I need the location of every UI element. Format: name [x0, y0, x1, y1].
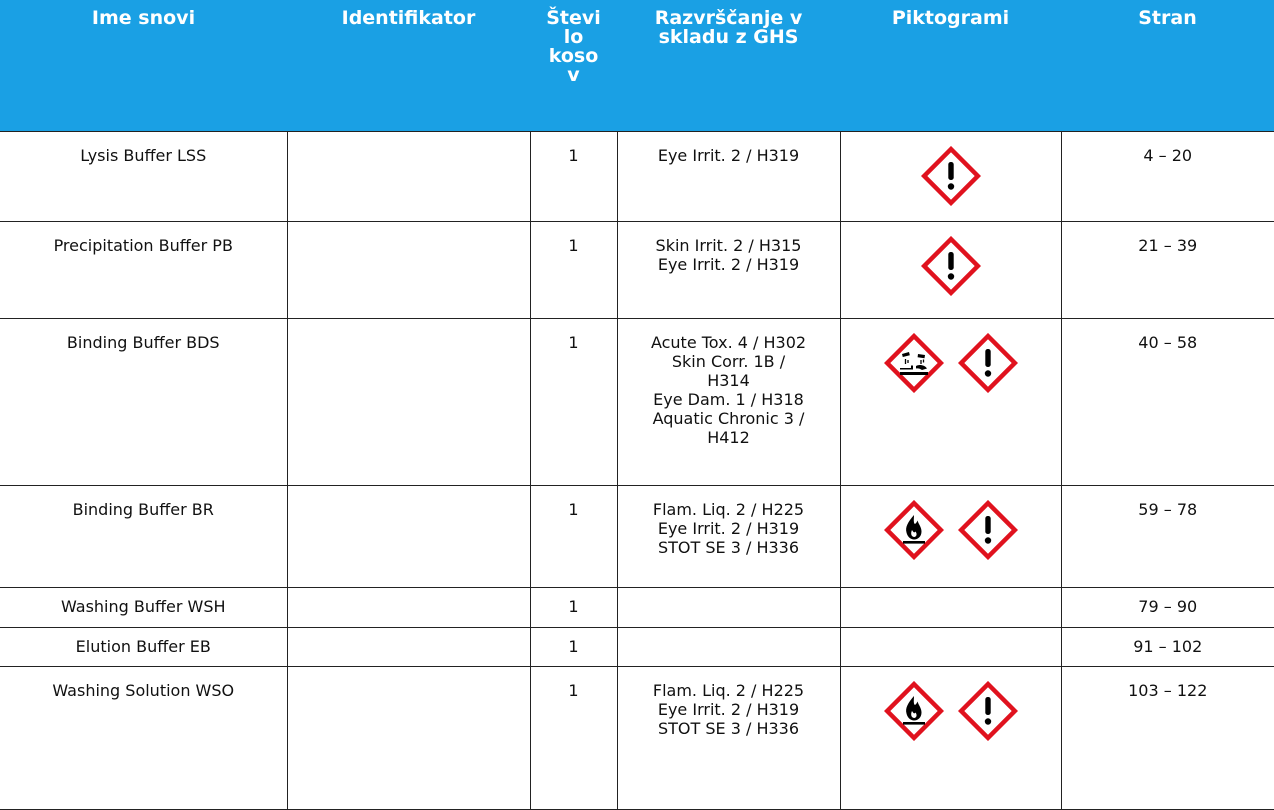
- page-range-cell: 21 – 39: [1061, 221, 1274, 318]
- table-row: [0, 587, 1274, 627]
- substance-name-cell: Lysis Buffer LSS: [0, 131, 287, 221]
- ghs-classification-line: Acute Tox. 4 / H302: [650, 332, 807, 352]
- ghs-classification-line: Skin Corr. 1B /: [671, 351, 786, 371]
- table-header-row: [0, 0, 1274, 131]
- header-page: Stran: [1061, 0, 1274, 131]
- ghs-classification-line: Eye Irrit. 2 / H319: [657, 518, 800, 538]
- identifier-cell: [287, 666, 530, 809]
- flame-icon: [884, 681, 944, 741]
- count-cell: 1: [530, 666, 617, 809]
- ghs-classification-line: Aquatic Chronic 3 /: [652, 408, 805, 428]
- substance-name-cell: Washing Solution WSO: [0, 666, 287, 809]
- table-row: [0, 666, 1274, 809]
- ghs-classification-cell: [617, 587, 840, 627]
- count-cell: 1: [530, 587, 617, 627]
- page-range-cell: 40 – 58: [1061, 318, 1274, 485]
- ghs-classification-cell: [617, 485, 840, 587]
- count-cell: 1: [530, 131, 617, 221]
- ghs-classification-line: H412: [707, 427, 750, 447]
- exclamation-mark-icon: [958, 500, 1018, 560]
- flame-icon: [884, 500, 944, 560]
- ghs-classification-line: STOT SE 3 / H336: [657, 718, 800, 738]
- identifier-cell: [287, 131, 530, 221]
- ghs-classification-cell: [617, 221, 840, 318]
- substance-name-cell: Precipitation Buffer PB: [0, 221, 287, 318]
- page-range-cell: 4 – 20: [1061, 131, 1274, 221]
- table-row: [0, 627, 1274, 666]
- ghs-classification-cell: [617, 666, 840, 809]
- ghs-classification-line: STOT SE 3 / H336: [657, 537, 800, 557]
- exclamation-mark-icon: [958, 681, 1018, 741]
- header-count: Števi lo koso v: [530, 0, 617, 131]
- pictograms-cell: [840, 627, 1061, 666]
- pictograms-cell: [840, 587, 1061, 627]
- table-row: [0, 318, 1274, 485]
- count-cell: 1: [530, 221, 617, 318]
- exclamation-mark-icon: [921, 146, 981, 206]
- count-cell: 1: [530, 485, 617, 587]
- exclamation-mark-icon: [958, 333, 1018, 393]
- page-range-cell: 79 – 90: [1061, 587, 1274, 627]
- pictograms-cell: [840, 318, 1061, 485]
- table-row: [0, 485, 1274, 587]
- exclamation-mark-icon: [921, 236, 981, 296]
- substance-name-cell: Binding Buffer BDS: [0, 318, 287, 485]
- corrosion-icon: [884, 333, 944, 393]
- table-row: [0, 131, 1274, 221]
- table-row: [0, 221, 1274, 318]
- header-pictograms: Piktogrami: [840, 0, 1061, 131]
- identifier-cell: [287, 627, 530, 666]
- ghs-classification-line: Flam. Liq. 2 / H225: [652, 680, 805, 700]
- ghs-classification-line: H314: [707, 370, 750, 390]
- substance-name-cell: Binding Buffer BR: [0, 485, 287, 587]
- page-range-cell: 59 – 78: [1061, 485, 1274, 587]
- ghs-classification-line: Eye Irrit. 2 / H319: [657, 145, 800, 165]
- substance-name-cell: Washing Buffer WSH: [0, 587, 287, 627]
- identifier-cell: [287, 587, 530, 627]
- page-range-cell: 91 – 102: [1061, 627, 1274, 666]
- ghs-classification-line: Flam. Liq. 2 / H225: [652, 499, 805, 519]
- count-cell: 1: [530, 318, 617, 485]
- identifier-cell: [287, 485, 530, 587]
- ghs-classification-cell: [617, 627, 840, 666]
- ghs-classification-line: Eye Irrit. 2 / H319: [657, 699, 800, 719]
- header-identifier: Identifikator: [287, 0, 530, 131]
- header-name: Ime snovi: [0, 0, 287, 131]
- page-range-cell: 103 – 122: [1061, 666, 1274, 809]
- pictograms-cell: [840, 131, 1061, 221]
- identifier-cell: [287, 318, 530, 485]
- ghs-classification-cell: [617, 131, 840, 221]
- identifier-cell: [287, 221, 530, 318]
- count-cell: 1: [530, 627, 617, 666]
- ghs-classification-line: Skin Irrit. 2 / H315: [655, 235, 802, 255]
- pictograms-cell: [840, 221, 1061, 318]
- ghs-classification-line: Eye Irrit. 2 / H319: [657, 254, 800, 274]
- pictograms-cell: [840, 485, 1061, 587]
- pictograms-cell: [840, 666, 1061, 809]
- ghs-classification-cell: [617, 318, 840, 485]
- ghs-classification-line: Eye Dam. 1 / H318: [653, 389, 804, 409]
- header-ghs: Razvrščanje v skladu z GHS: [617, 0, 840, 131]
- substance-name-cell: Elution Buffer EB: [0, 627, 287, 666]
